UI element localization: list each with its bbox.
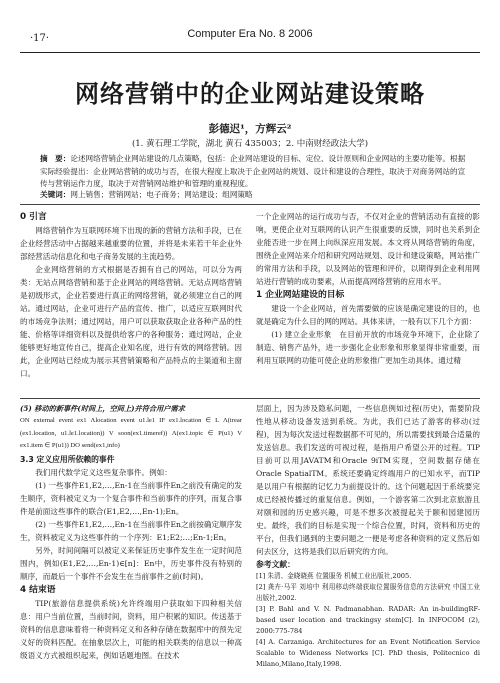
authors: 彭德迟¹，方辉云² xyxy=(208,123,292,135)
keywords xyxy=(40,189,470,200)
left-top-paragraph: 网络营销作为互联网环境下出现的新的营销方法和手段，已在企业经营活动中占据越来越重要的位置，并将是未来若干年企业外部经营活动信息化和电子商务发展的主流趋势。 xyxy=(20,226,242,261)
reference-item: [4] A. Carzaniga. Architectures for an Event Notification Service Scalable to Wideness Networks [C]. PhD thesis, Politecnico di Milano,Milano,Italy,1998. xyxy=(256,638,480,668)
right-bottom-paragraph: 层面上，因为涉及隐私问题，一些信息例如过程(历史)，需要阶段性地从移动设备发送到系统。为此，我们已达了游客的移动(过程)，因为每次发送过程数据都不可见的，所以需要找到最合适量的发送信息。我们发送的可视过程，是指用户希望公开的过程。TIP目前可以用JAVATM和Oracle 9iTM实现，空间数据存储在Oracle SpatialTM。系统还要确定终端用户的已知水平，而TIP是以用户有根据的记忆力为前提设计的。这个问题起因于系统要完成已经被传播过的重复信息。例如，一个游客第二次到北京旅游且对颐和园的历史感兴趣，可是不想多次被提起关于颐和园建园历史。最终，我们的目标是实现一个综合位置，时间，资料和历史的平台，但我们遇到的主要问题之一便是考虑各种资料的定义然后如何去区分，这将是我们以后研究的方向。 xyxy=(256,404,480,556)
right-top-paragraph: (1) 建立企业形象 在目前开放的市场竞争环境下，企业除了制造、销售产品外，进一步强化企业形象和形象显得非常重要，而利用互联网的功能可使企业的形象推广更加生动具体。通过精 xyxy=(256,330,480,365)
affiliation: (1. 黄石理工学院，湖北 黄石 435003；2. 中南财经政法大学) xyxy=(131,139,369,149)
left-column-bottom xyxy=(20,402,242,662)
reference-list xyxy=(256,571,480,670)
keywords-label: 关键词： xyxy=(40,190,71,199)
left-bottom-paragraph: (1) 一些事件E1,E2,…,En-1在当前事件En之前没有确定的发生顺序，资料被定义为一个复合事件和当前事件的序列，而复合事件是前面这些事件的联合(E1,E2,…,En-1);En。 xyxy=(20,480,242,516)
left-bottom-paragraph: 另外，时间间隔可以被定义来保证历史事件发生在一定时间范围内，例如(E1,E2,…,En-1)∈[n]：En中，历史事件没有特别的顺序，而最后一个事件不会发生在当前事件之前(时间)。 xyxy=(20,545,242,581)
left-bottom-paragraph: (2) 一些事件E1,E2,…,En-1在当前事件En之前按确定顺序发生，资料被定义为这些事件的一个序列：E1;E2;…;En-1;En。 xyxy=(20,519,242,542)
left-bottom-paragraph: (5) 移动的新事件(时间上，空间上)并符合用户需求 xyxy=(20,404,185,413)
left-top-heading: 0 引言 xyxy=(20,212,47,222)
abstract xyxy=(40,153,470,191)
section-divider xyxy=(20,398,480,399)
left-top-paragraph: 企业网络营销的方式根据是否拥有自己的网站，可以分为两类：无站点网络营销和基于企业网站的网络营销。无站点网络营销是初级形式，企业若要进行真正的网络营销，就必须建立自己的网站。通过网站，企业可进行产品的宣传、推广，以适应互联网时代的市场竞争法则；通过网站，用户可以获取获取企业各种产品的性能、价格等详细资料以及提供给客户的各种服务；通过网站，企业能够更好地宣传自己，提高企业知名度，进行有效的网络营销。因此，企业网站已经成为展示其营销策略和产品特点的主渠道和主窗口。 xyxy=(20,265,242,378)
left-bottom-paragraph: TIP(旅游信息提供系统)允许终端用户获取如下四种相关信息：用户当前位置，当前时间，资料，用户积累的知识。传送基于资料的信息意味着将一种资料定义和各种存储在数据库中的预先定义好的资料匹配。在抽象层次上，可能的相关联类的信息以一种高级语义方式被组织起来，例如话题地图。在技术 xyxy=(20,598,242,660)
abstract-text: 论述网络营销企业网站建设的几点策略，包括：企业网站建设的目标、定位、设计原则和企业网站的主要功能等。根据实际经验提出：企业网站营销的成功与否，在很大程度上取决于企业网站的规划、设计和建设的合理性，取决于对商务网站的宣传与营销运作力度，取决于对营销网站维护和管理的重视程度。 xyxy=(40,154,466,188)
reference-item: [1] 朱清、金晓晓燕 位置服务 机械工业出版社,2005. xyxy=(256,572,412,580)
left-bottom-heading: 4 结束语 xyxy=(20,584,56,595)
left-bottom-paragraph: 我们用代数学定义这些复杂事件。例如： xyxy=(35,467,172,477)
right-top-paragraph: 建设一个企业网站，首先需要做的应该是确定建设的目的，也就是确定为什么目的网的网站。具体来讲，一般有以下几个方面： xyxy=(256,304,480,326)
right-column-top xyxy=(256,210,480,367)
abstract-divider xyxy=(20,204,480,205)
reference-item: [3] P. Bahl and V. N. Padmanabhan. RADAR: An in-buildingRF-based user location and trackingsy stem[C]. In INFOCOM (2), 2000:775-784 xyxy=(256,605,480,635)
keywords-text: 网上销售；营销网站；电子商务；网站建设；组网策略 xyxy=(70,190,253,199)
journal-name: Computer Era No. 8 2006 xyxy=(187,28,313,40)
right-bottom-heading: 参考文献： xyxy=(256,560,295,569)
abstract-label: 摘 要： xyxy=(40,154,71,163)
right-top-heading: 1 企业网站建设的目标 xyxy=(256,290,345,300)
right-top-paragraph: 一个企业网站的运行成功与否，不仅对企业的营销活动有直接的影响，更使企业对互联网的认识产生很重要的反馈，同时也关系到企业能否进一步在网上向纵深应用发展。本文将从网络营销的角度，围绕企业网站来介绍和研究网站规划、设计和建设策略，网站推广的常用方法和手段，以及网站的管理和评价，以期得到企业利用网站进行营销的成功要素，从而提高网络营销的应用水平。 xyxy=(256,212,480,286)
left-column-top xyxy=(20,210,242,380)
right-column-bottom xyxy=(256,402,480,670)
reference-item: [2] 龚卉·马平 刘培中 利用移动终端获取位置服务信息的方法研究 中国工业出版社,2002. xyxy=(256,583,480,602)
article-title: 网络营销中的企业网站建设策略 xyxy=(75,80,425,108)
left-bottom-paragraph: ON external event ex1 Λlocation event u1.le1 IF ex1.location ∈ L Λ(trear (ex1.location, u1.le1.location)) V soon(ex1.timeref)) Λ(ex1.topic ∈ P(u1) V ex1.item ∈ P(u1)) DO send(ex1,info) xyxy=(20,417,242,449)
left-bottom-heading: 3.3 定义应用所依赖的事件 xyxy=(20,454,115,464)
page-number: ·17· xyxy=(30,33,50,44)
running-header xyxy=(20,26,480,53)
